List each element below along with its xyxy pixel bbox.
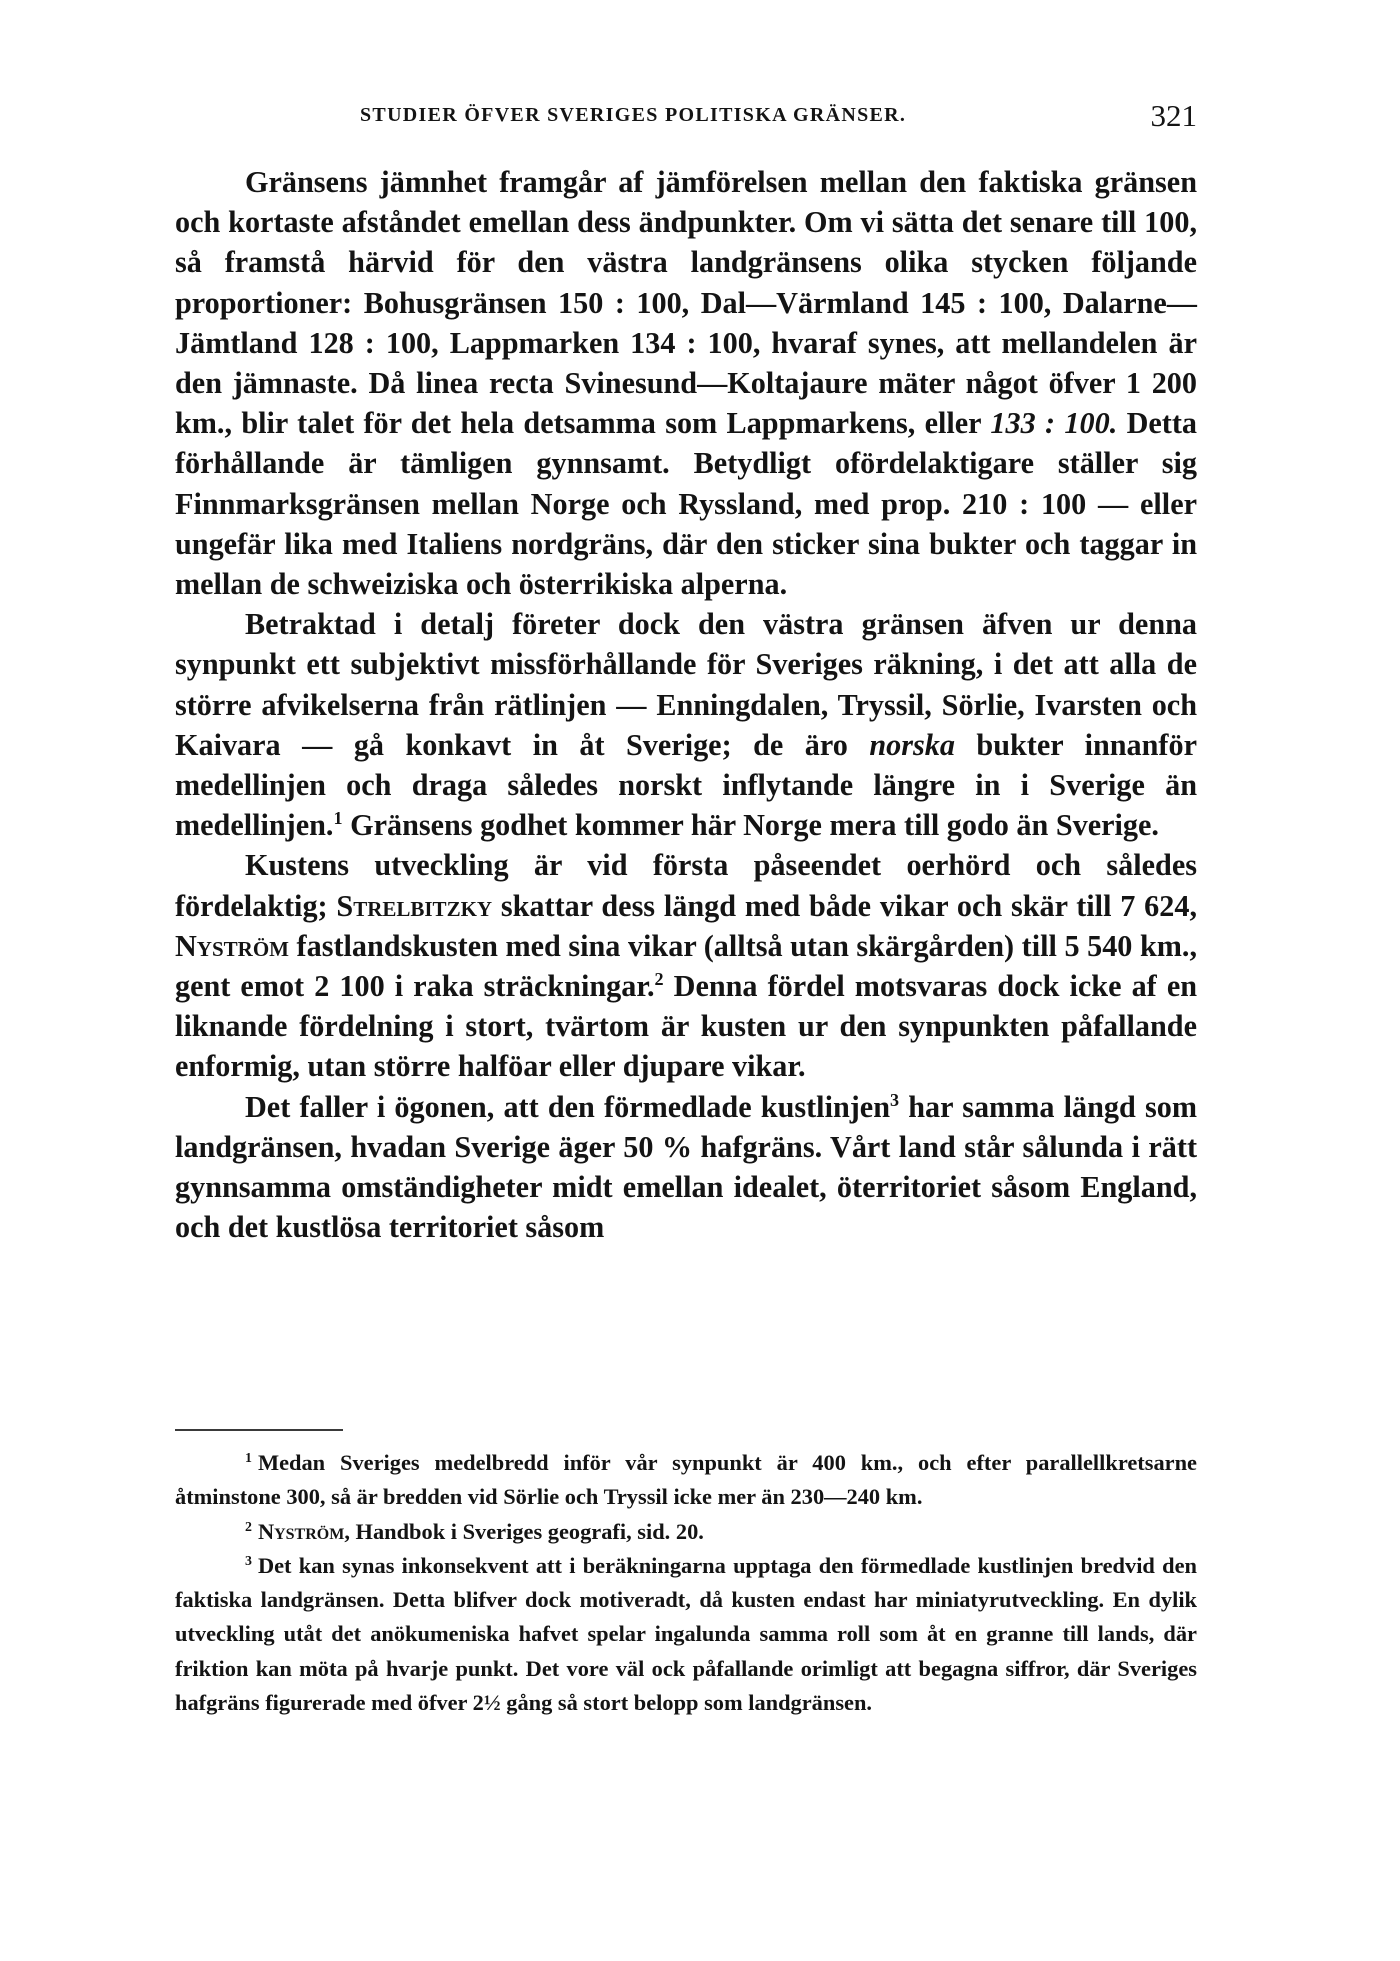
paragraph-text: Kustens utveckling är vid första påseendet oerhörd och således fördelaktig; <box>175 848 1197 923</box>
body-text <box>175 162 1197 1247</box>
footnote-3 <box>175 1549 1197 1720</box>
footnote-reference: 2 <box>654 969 664 990</box>
italic-word: norska <box>869 727 955 762</box>
paragraph-4 <box>175 1087 1197 1248</box>
paragraph-text: Denna fördel motsvaras dock icke af en liknande fördelning i stort, tvärtom är kusten ur den synpunkten påfallande enformig, utan större halföar eller djupare vikar. <box>175 969 1198 1084</box>
footnote-reference: 1 <box>333 808 343 829</box>
paragraph-text: fastlandskusten med sina vikar (alltså utan skärgården) till 5 540 km., gent emot 2 100 i raka sträckningar. <box>175 928 1197 1004</box>
footnote-2 <box>175 1515 1197 1549</box>
footnote-marker: 2 <box>245 1519 252 1535</box>
paragraph-text: Gränsens jämnhet framgår af jämförelsen mellan den faktiska gränsen och kortaste afståndet emellan dess ändpunkter. Om vi sätta det senare till 100, så framstå härvid för den västra landgränsens olika stycken följande proportioner: Bohusgränsen 150 : 100, Dal—Värmland 145 : 100, Dalarne—Jämtland 128 : 100, Lappmarken 134 : 100, hvaraf synes, att mellandelen är den jämnaste. Då linea recta Svinesund—Koltajaure mäter något öfver 1 200 km., blir talet för det hela detsamma som Lappmarkens, eller <box>175 165 1197 441</box>
paragraph-text: Det faller i ögonen, att den förmedlade kustlinjen <box>245 1089 890 1124</box>
author-name: Strelbitzky <box>336 888 493 923</box>
author-name: Nyström <box>175 928 289 963</box>
paragraph-text: Detta förhållande är tämligen gynnsamt. Betydligt ofördelaktigare ställer sig Finnmarksgränsen mellan Norge och Ryssland, med prop. 210 : 100 — eller ungefär lika med Italiens nordgräns, där den sticker sina bukter och taggar in mellan de schweiziska och österrikiska alperna. <box>175 406 1197 602</box>
paragraph-text: bukter innanför medellinjen och draga således norskt inflytande längre in i Sverige än medellinjen. <box>175 727 1197 843</box>
paragraph-text: Gränsens godhet kommer här Norge mera till godo än Sverige. <box>342 808 1159 843</box>
author-name: Nyström <box>257 1518 345 1544</box>
paragraph-1 <box>175 162 1197 604</box>
footnote-text: , Handbok i Sveriges geografi, sid. 20. <box>344 1518 704 1544</box>
paragraph-2 <box>175 604 1197 845</box>
footnote-text: Det kan synas inkonsekvent att i beräkningarna upptaga den förmedlade kustlinjen bredvid den faktiska landgränsen. Detta blifver dock motiveradt, då kusten endast har miniatyrutveckling. En dylik utveckling utåt det anökumeniska hafvet spelar ingalunda samma roll som åt en granne till lands, där friktion kan möta på hvarje punkt. Det vore väl ock påfallande orimligt att begagna siffror, där Sveriges hafgräns figurerade med öfver 2½ gång så stort belopp som landgränsen. <box>175 1552 1197 1716</box>
footnote-marker: 1 <box>245 1451 252 1467</box>
footnote-marker: 3 <box>245 1554 252 1570</box>
footnote-rule <box>175 1429 343 1431</box>
paragraph-text: skattar dess längd med både vikar och skär till 7 624, <box>492 888 1197 923</box>
footnote-1 <box>175 1446 1197 1515</box>
running-header <box>175 98 1197 132</box>
page-number: 321 <box>1150 98 1197 133</box>
italic-ratio: 133 : 100. <box>990 406 1118 441</box>
footnote-reference: 3 <box>889 1089 900 1110</box>
running-title: STUDIER ÖFVER SVERIGES POLITISKA GRÄNSER. <box>360 104 907 126</box>
paragraph-text: har samma längd som landgränsen, hvadan Sverige äger 50 % hafgräns. Vårt land står sålunda i rätt gynnsamma omständigheter midt emellan idealet, öterritoriet såsom England, och det kustlösa territoriet såsom <box>175 1089 1197 1245</box>
footnote-text: Medan Sveriges medelbredd inför vår synpunkt är 400 km., och efter parallellkretsarne åtminstone 300, så är bredden vid Sörlie och Tryssil icke mer än 230—240 km. <box>175 1450 1197 1510</box>
paragraph-3 <box>175 845 1197 1086</box>
footnotes <box>175 1446 1197 1720</box>
paragraph-text: Betraktad i detalj företer dock den västra gränsen äfven ur denna synpunkt ett subjektivt missförhållande för Sveriges räkning, i det att alla de större afvikelserna från rätlinjen — Enningdalen, Tryssil, Sörlie, Ivarsten och Kaivara — gå konkavt in åt Sverige; de äro <box>175 607 1197 762</box>
